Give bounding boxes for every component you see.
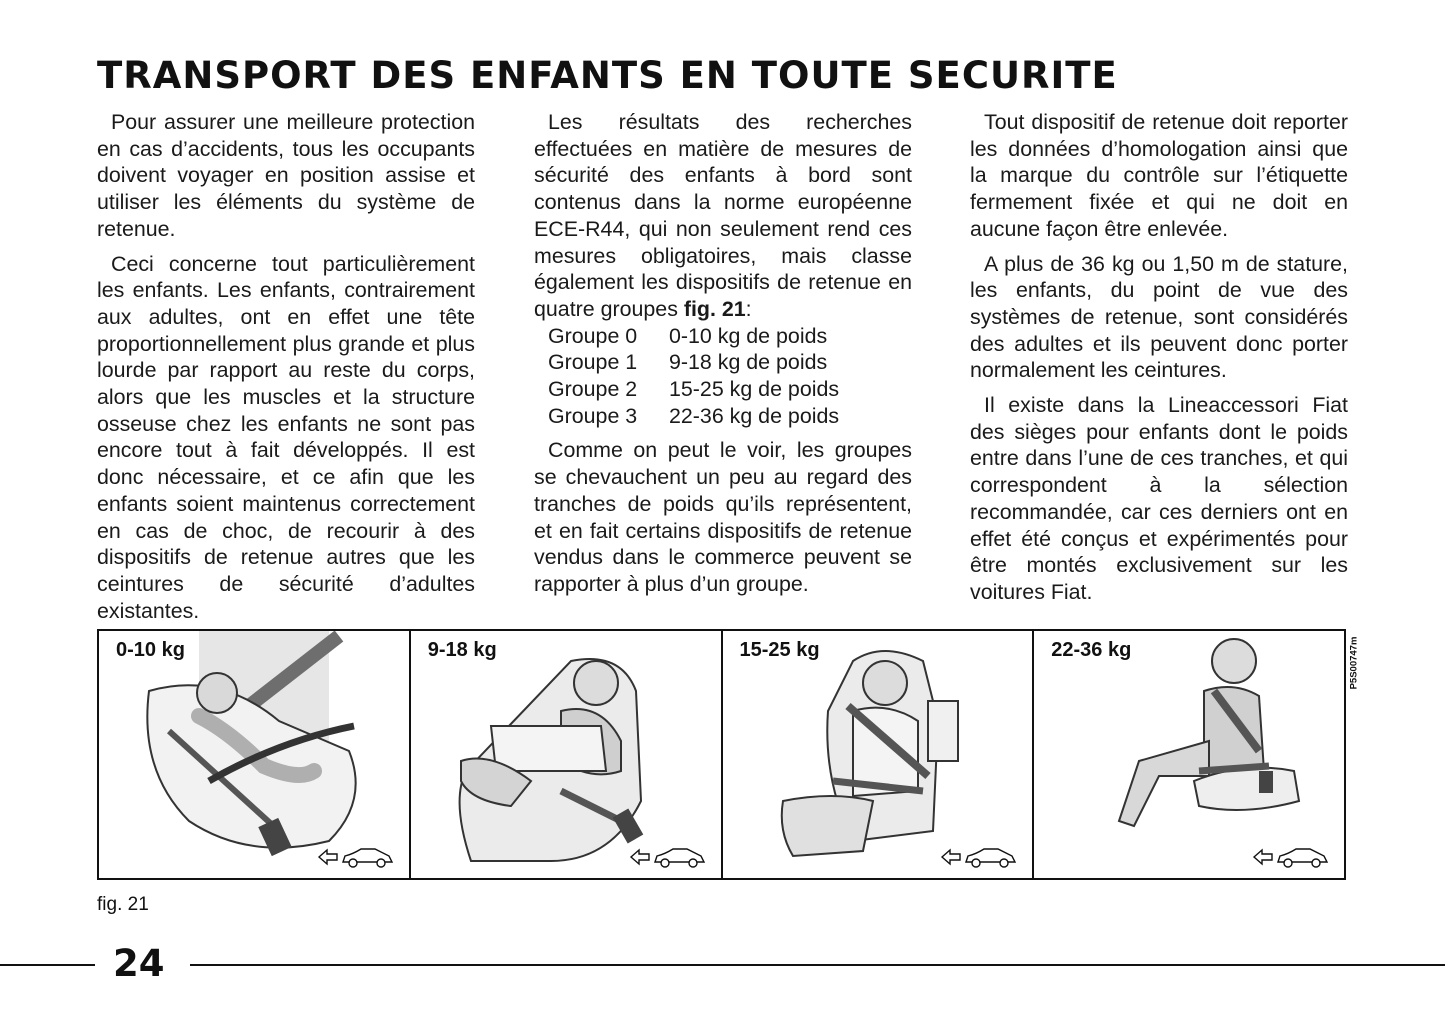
infant-carrier-illustration: [99, 631, 411, 878]
group-range: 0-10 kg de poids: [669, 323, 828, 348]
booster-seat-illustration: [723, 631, 1035, 878]
figure-panel-group-0: [99, 631, 411, 878]
group-range: 22-36 kg de poids: [669, 403, 840, 428]
child-seat-shield-illustration: [411, 631, 723, 878]
text-column-3: [970, 109, 1348, 614]
text-column-1: [97, 109, 475, 632]
paragraph: Comme on peut le voir, les groupes se chevauchent un peu au regard des tranches de poids qu’ils représentent, et en fait certains dispositifs de retenue vendus dans le commerce peuvent se rapporter à plus d’un groupe.: [534, 438, 912, 596]
paragraph-intro: [534, 109, 912, 323]
group-name: Groupe 0: [548, 323, 638, 348]
paragraph: Ceci concerne tout particulièrement les enfants. Les enfants, contrairement aux adultes, ont en effet une tête proportionnellement plus grande et plus lourde par rapport au reste du corps, alors que les muscles et la structure osseuse chez les enfants ne sont pas encore tout à fait développés. Il est donc nécessaire, et ce afin que les enfants soient maintenus correctement en cas de choc, de recourir à des dispositifs de retenue autres que les ceintures de sécurité d’adultes existantes.: [97, 251, 475, 623]
footer-rule-left: [0, 964, 95, 966]
figure-reference: fig. 21: [683, 296, 746, 321]
paragraph: Pour assurer une meilleure protection en cas d’accidents, tous les occupants doivent voyager en position assise et utiliser les éléments du système de retenue.: [97, 110, 475, 241]
group-range: 9-18 kg de poids: [669, 350, 828, 375]
figure-panel-group-2: [723, 631, 1035, 878]
paragraph: Tout dispositif de retenue doit reporter les données d’homologation ainsi que la marque du contrôle sur l’étiquette fermement fixée et qui ne doit en aucune façon être enlevée.: [970, 110, 1348, 241]
page-title: TRANSPORT DES ENFANTS EN TOUTE SECURITE: [97, 54, 1118, 97]
group-name: Groupe 3: [548, 403, 638, 428]
group-name: Groupe 2: [548, 377, 638, 402]
figure-panel-group-1: [411, 631, 723, 878]
group-row: [534, 403, 912, 430]
panel-label: 0-10 kg: [116, 639, 185, 661]
paragraph: Il existe dans la Lineaccessori Fiat des sièges pour enfants dont le poids entre dans l’une de ces tranches, et qui correspondent à la sélection recommandée, car ces derniers ont en effet été conçus et expérimentés pour être montés exclusivement sur les voitures Fiat.: [970, 393, 1348, 604]
rear-facing-car-arrow-icon: [317, 844, 395, 870]
figure-21: [97, 629, 1346, 880]
figure-code: [1342, 632, 1366, 694]
page-number: 24: [113, 942, 165, 985]
rear-facing-car-arrow-icon: [1252, 844, 1330, 870]
figure-panel-group-3: [1034, 631, 1344, 878]
figure-caption: fig. 21: [97, 894, 149, 915]
group-range: 15-25 kg de poids: [669, 377, 840, 402]
group-row: [534, 323, 912, 350]
group-row: [534, 349, 912, 376]
rear-facing-car-arrow-icon: [940, 844, 1018, 870]
group-name: Groupe 1: [548, 350, 638, 375]
intro-end: :: [745, 296, 752, 321]
panel-label: 22-36 kg: [1051, 639, 1132, 661]
groups-list: [534, 323, 912, 430]
panel-label: 9-18 kg: [427, 639, 497, 661]
group-row: [534, 376, 912, 403]
rear-facing-car-arrow-icon: [629, 844, 707, 870]
figure-code-text: P5S00747m: [1348, 636, 1360, 690]
footer-rule-right: [190, 964, 1445, 966]
panel-label: 15-25 kg: [739, 639, 820, 661]
booster-cushion-illustration: [1034, 631, 1344, 878]
intro-text: Les résultats des recherches effectuées en matière de mesures de sécurité des enfants à bord sont contenus dans la norme européenne ECE-R44, qui non seulement rend ces mesures obligatoires, mais classe également les dispositifs de retenue en quatre groupes: [534, 110, 912, 321]
text-column-2: [534, 109, 912, 606]
paragraph: A plus de 36 kg ou 1,50 m de stature, les enfants, du point de vue des systèmes de retenue, sont considérés des adultes et ils peuvent donc porter normalement les ceintures.: [970, 251, 1348, 383]
